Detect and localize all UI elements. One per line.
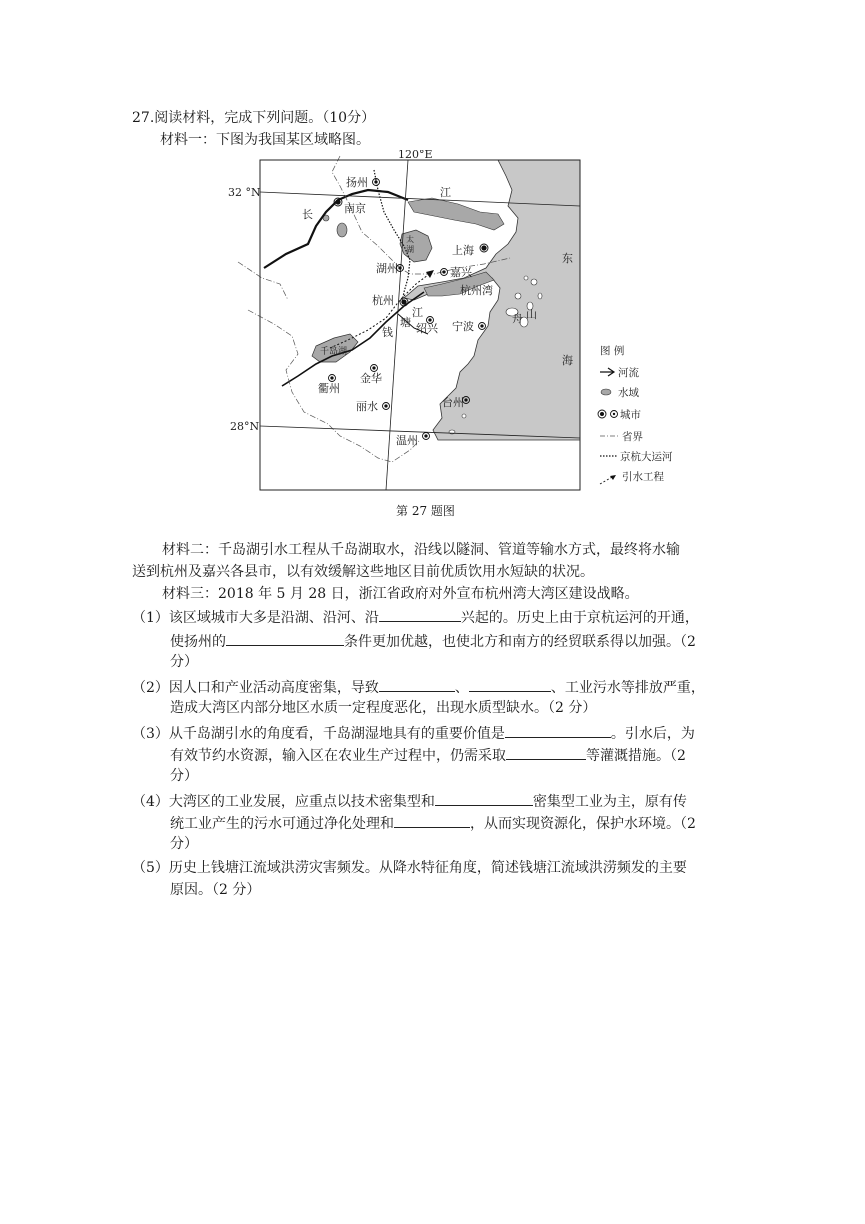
- label-chang: 长: [302, 208, 313, 221]
- city-jinhua: 金华: [360, 372, 382, 385]
- q3-text-a: （3）从千岛湖引水的角度看，千岛湖湿地具有的重要价值是: [132, 726, 505, 742]
- question-5-line2: 原因。（2 分）: [170, 882, 261, 898]
- question-2-line1: [132, 676, 705, 698]
- material-one: 材料一：下图为我国某区域略图。: [160, 132, 370, 148]
- q2-text-c: 、工业污水等排放严重，: [550, 680, 705, 696]
- q3-text-d: 等灌溉措施。（2: [586, 748, 686, 764]
- city-yangzhou: 扬州: [346, 176, 368, 189]
- city-ningbo: 宁波: [452, 320, 474, 333]
- question-4-line2: [170, 812, 696, 834]
- label-jiang: 江: [440, 186, 451, 199]
- question-2-line2: 造成大湾区内部分地区水质一定程度恶化，出现水质型缺水。（2 分）: [170, 700, 597, 716]
- q1-text-b: 兴起的。历史上由于京杭运河的开通，: [460, 610, 699, 626]
- city-nanjing: 南京: [344, 202, 366, 215]
- legend-water: 水域: [618, 387, 639, 399]
- legend-water-icon: [601, 389, 611, 395]
- label-taihu-2: 湖: [406, 245, 414, 254]
- label-taihu-1: 太: [406, 235, 414, 244]
- question-1-line1: [132, 606, 699, 628]
- question-3-line3: 分）: [170, 768, 198, 784]
- label-zhoushan-1: 舟: [512, 312, 523, 325]
- city-huzhou: 湖州: [376, 262, 398, 275]
- latitude-label-bottom: 28°N: [230, 420, 260, 433]
- legend-project: 引水工程: [622, 471, 664, 483]
- label-zhoushan-2: 山: [526, 308, 537, 321]
- q3-text-b: 。引水后，为: [610, 726, 695, 742]
- question-3-line1: [132, 722, 695, 744]
- figure-caption: 第 27 题图: [396, 504, 455, 518]
- taihu-lake: [400, 230, 432, 262]
- question-4-line1: [132, 790, 687, 812]
- label-tang: 塘: [400, 316, 411, 329]
- latitude-label-top: 32 °N: [228, 186, 261, 199]
- q2-text-a: （2）因人口和产业活动高度密集，导致: [132, 680, 379, 696]
- question-5-line1: （5）历史上钱塘江流域洪涝灾害频发。从降水特征角度，简述钱塘江流域洪涝频发的主要: [132, 860, 687, 876]
- q1-blank-1[interactable]: [379, 606, 461, 622]
- question-1-line2: [170, 630, 696, 652]
- q1-text-a: （1）该区域城市大多是沿湖、沿河、沿: [132, 610, 379, 626]
- q2-blank-1[interactable]: [379, 676, 455, 692]
- label-qiandaohu: 千岛湖: [320, 347, 348, 357]
- q4-text-d: ，从而实现资源化，保护水环境。（2: [470, 816, 696, 832]
- label-hangzhouwan: 杭州湾: [460, 284, 493, 297]
- legend-border: 省界: [622, 431, 643, 443]
- question-4-line3: 分）: [170, 836, 198, 852]
- city-shanghai: 上海: [452, 244, 474, 257]
- question-1-line3: 分）: [170, 654, 198, 670]
- city-wenzhou: 温州: [396, 434, 418, 447]
- yangtze-estuary: [408, 198, 504, 230]
- material-two-line2: 送到杭州及嘉兴各县市，以有效缓解这些地区目前优质饮用水短缺的状况。: [132, 564, 594, 580]
- map-legend: [598, 344, 673, 484]
- label-qian: 钱: [382, 326, 393, 339]
- longitude-label: 120°E: [398, 150, 433, 161]
- legend-city: 城市: [620, 409, 641, 421]
- material-two-line1: 材料二：千岛湖引水工程从千岛湖取水，沿线以隧洞、管道等输水方式，最终将水输: [162, 542, 680, 558]
- q3-blank-1[interactable]: [505, 722, 611, 738]
- legend-river: 河流: [618, 367, 639, 379]
- city-shaoxing: 绍兴: [416, 322, 438, 335]
- city-quzhou: 衢州: [318, 382, 340, 395]
- q2-text-b: 、: [454, 680, 469, 696]
- q4-text-c: 统工业产生的污水可通过净化处理和: [170, 816, 394, 832]
- q1-text-c: 使扬州的: [170, 634, 226, 650]
- label-jiang2: 江: [412, 306, 423, 319]
- label-hai: 海: [562, 354, 573, 367]
- q3-text-c: 有效节约水资源，输入区在农业生产过程中，仍需采取: [170, 748, 506, 764]
- city-taizhou: 台州: [442, 396, 464, 409]
- q3-blank-2[interactable]: [506, 744, 586, 760]
- q1-blank-2[interactable]: [226, 630, 344, 646]
- q4-blank-1[interactable]: [435, 790, 533, 806]
- material-three: 材料三：2018 年 5 月 28 日，浙江省政府对外宣布杭州湾大湾区建设战略。: [162, 586, 639, 602]
- q4-text-b: 密集型工业为主，原有传: [532, 794, 687, 810]
- question-3-line2: [170, 744, 686, 766]
- small-lake: [337, 223, 347, 237]
- legend-title: 图 例: [600, 345, 625, 357]
- question-heading: 27.阅读材料，完成下列问题。（10分）: [132, 110, 376, 126]
- city-jiaxing: 嘉兴: [450, 266, 472, 279]
- legend-canal: 京杭大运河: [620, 451, 673, 463]
- q2-blank-2[interactable]: [469, 676, 551, 692]
- label-dong: 东: [562, 252, 573, 265]
- q4-text-a: （4）大湾区的工业发展，应重点以技术密集型和: [132, 794, 435, 810]
- city-lishui: 丽水: [356, 400, 378, 413]
- legend-river-icon: [600, 368, 614, 376]
- q4-blank-2[interactable]: [394, 812, 470, 828]
- region-map: [228, 150, 688, 495]
- city-hangzhou: 杭州: [372, 294, 394, 307]
- q1-text-d: 条件更加优越，也使北方和南方的经贸联系得以加强。（2: [344, 634, 696, 650]
